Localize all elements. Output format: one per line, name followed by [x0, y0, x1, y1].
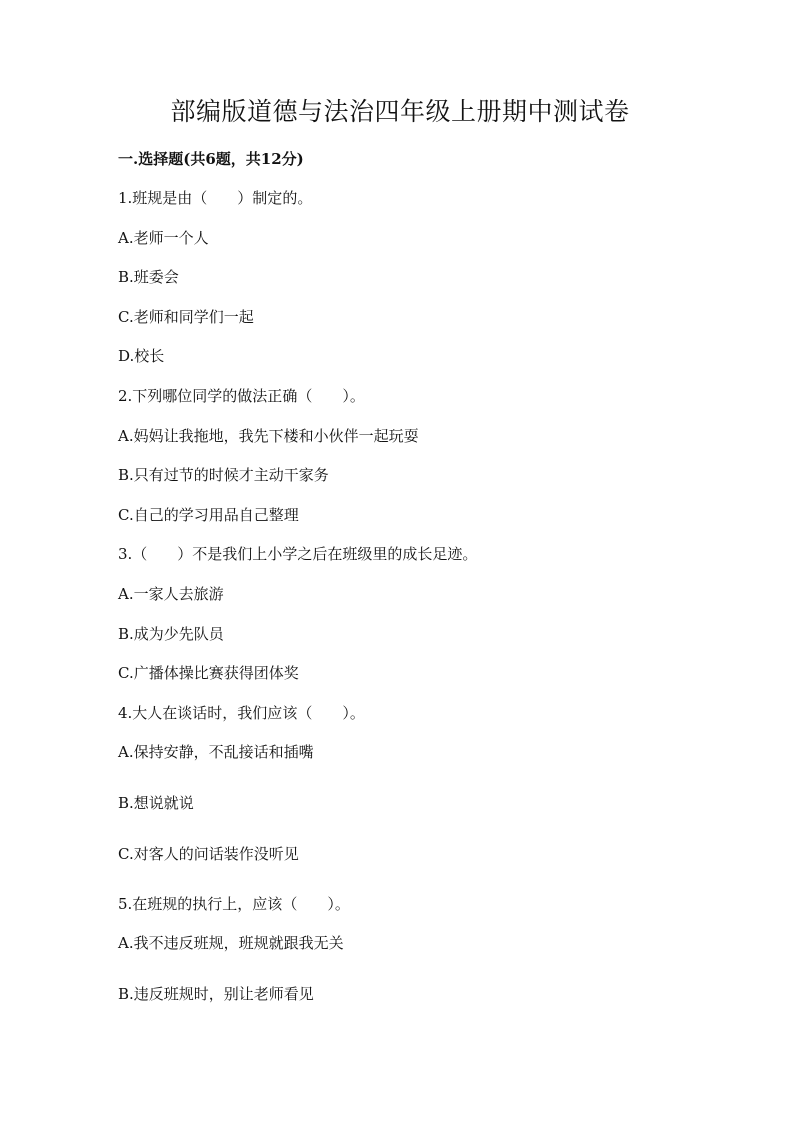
- question-1-option-c: C.老师和同学们一起: [118, 308, 254, 326]
- question-4-stem: 4.大人在谈话时，我们应该（ ）。: [118, 704, 365, 722]
- question-3-stem: 3.（ ）不是我们上小学之后在班级里的成长足迹。: [118, 545, 478, 563]
- question-1-option-b: B.班委会: [118, 268, 179, 286]
- question-5-stem: 5.在班规的执行上，应该（ ）。: [118, 895, 350, 913]
- question-2-option-a: A.妈妈让我拖地，我先下楼和小伙伴一起玩耍: [118, 427, 419, 445]
- question-5-option-a: A.我不违反班规，班规就跟我无关: [118, 934, 344, 952]
- question-1-option-d: D.校长: [118, 347, 165, 365]
- question-3-option-b: B.成为少先队员: [118, 625, 224, 643]
- question-5-option-b: B.违反班规时，别让老师看见: [118, 985, 314, 1003]
- question-2-stem: 2.下列哪位同学的做法正确（ ）。: [118, 387, 365, 405]
- question-2-option-b: B.只有过节的时候才主动干家务: [118, 466, 329, 484]
- question-1-option-a: A.老师一个人: [118, 229, 209, 247]
- question-4-option-c: C.对客人的问话装作没听见: [118, 845, 299, 863]
- question-1-stem: 1.班规是由（ ）制定的。: [118, 189, 313, 207]
- question-4-option-b: B.想说就说: [118, 794, 194, 812]
- page-title: 部编版道德与法治四年级上册期中测试卷: [170, 97, 630, 126]
- question-3-option-c: C.广播体操比赛获得团体奖: [118, 664, 299, 682]
- question-4-option-a: A.保持安静，不乱接话和插嘴: [118, 743, 314, 761]
- question-3-option-a: A.一家人去旅游: [118, 585, 224, 603]
- section-heading: 一.选择题(共6题，共12分): [118, 150, 304, 168]
- question-2-option-c: C.自己的学习用品自己整理: [118, 506, 299, 524]
